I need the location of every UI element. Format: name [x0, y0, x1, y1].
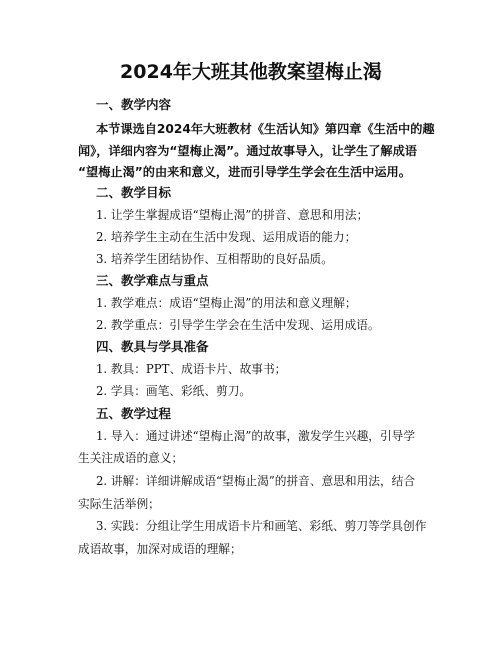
list-item-line: 生关注成语的意义； — [78, 451, 184, 465]
list-item: 1. 教具：PPT、成语卡片、故事书； — [96, 362, 287, 376]
list-item: 2. 教学重点：引导学生学会在生活中发现、运用成语。 — [96, 318, 380, 332]
section-heading-materials: 四、教具与学具准备 — [96, 339, 209, 354]
list-item-line: 实际生活举例； — [78, 497, 160, 511]
section-heading-difficulties: 三、教学难点与重点 — [96, 273, 209, 288]
list-item-line: 1. 导入：通过讲述“望梅止渴”的故事，激发学生兴趣，引导学 — [96, 429, 416, 443]
section-heading-objectives: 二、教学目标 — [96, 185, 172, 200]
list-item: 1. 让学生掌握成语“望梅止渴”的拼音、意思和用法； — [96, 208, 369, 222]
section-heading-content: 一、教学内容 — [96, 97, 172, 112]
list-item-line: 2. 讲解：详细讲解成语“望梅止渴”的拼音、意思和用法，结合 — [96, 474, 416, 488]
content-paragraph-line: 闻》，详细内容为“望梅止渴”。通过故事导入，让学生了解成语 — [78, 144, 417, 158]
content-paragraph-line: “望梅止渴”的由来和意义，进而引导学生学会在生活中运用。 — [78, 165, 411, 179]
list-item-line: 成语故事，加深对成语的理解； — [78, 542, 242, 556]
list-item: 3. 培养学生团结协作、互相帮助的良好品质。 — [96, 252, 333, 266]
document-title: 2024年大班其他教案望梅止渴 — [120, 61, 382, 83]
content-paragraph-line: 本节课选自2024年大班教材《生活认知》第四章《生活中的趣 — [96, 122, 435, 136]
section-heading-process: 五、教学过程 — [96, 406, 172, 421]
list-item: 2. 培养学生主动在生活中发现、运用成语的能力； — [96, 230, 357, 244]
list-item: 2. 学具：画笔、彩纸、剪刀。 — [96, 384, 252, 398]
list-item-line: 3. 实践：分组让学生用成语卡片和画笔、彩纸、剪刀等学具创作 — [96, 519, 427, 533]
list-item: 1. 教学难点：成语“望梅止渴”的用法和意义理解； — [96, 296, 357, 310]
